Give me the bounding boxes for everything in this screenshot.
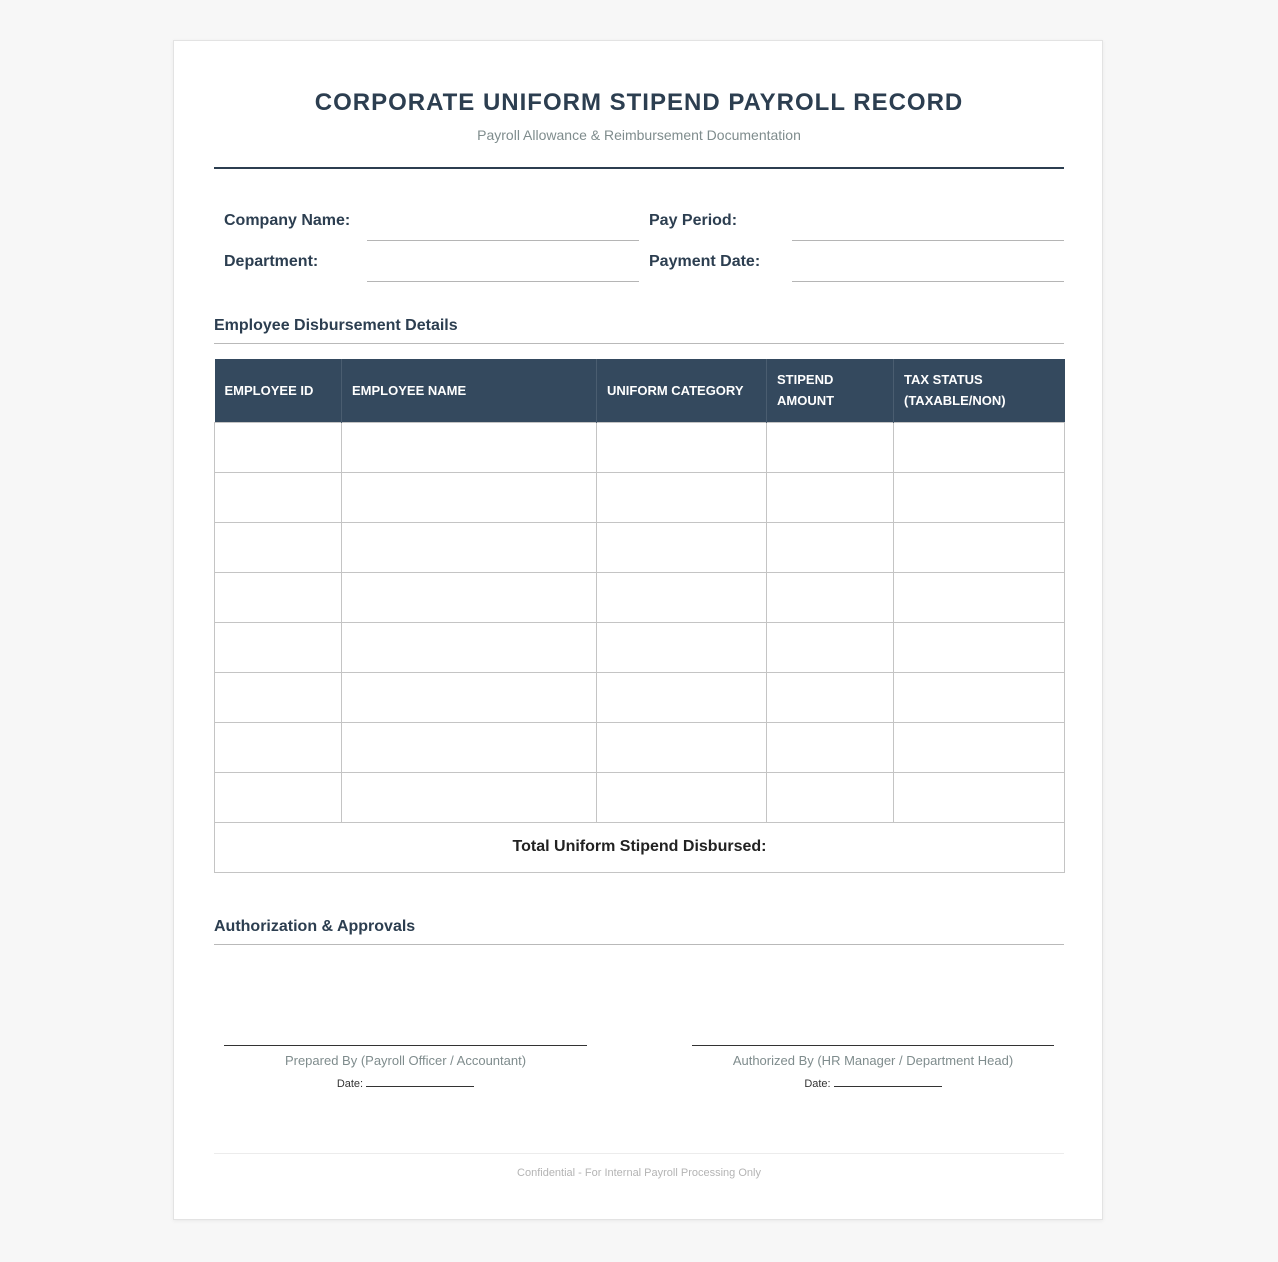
table-cell[interactable] xyxy=(767,472,894,522)
table-cell[interactable] xyxy=(894,472,1065,522)
company-name-label: Company Name: xyxy=(224,212,351,229)
table-cell[interactable] xyxy=(597,622,767,672)
table-cell[interactable] xyxy=(215,672,342,722)
table-header-row xyxy=(215,359,1065,422)
table-cell[interactable] xyxy=(767,422,894,472)
authorized-by-date-label: Date: xyxy=(804,1078,831,1090)
prepared-by-date-field[interactable] xyxy=(366,1077,474,1087)
prepared-by-signature-line[interactable] xyxy=(224,1045,587,1046)
table-cell[interactable] xyxy=(342,672,597,722)
table-cell[interactable] xyxy=(767,622,894,672)
table-cell[interactable] xyxy=(215,522,342,572)
table-cell[interactable] xyxy=(215,622,342,672)
table-cell[interactable] xyxy=(597,472,767,522)
authorized-by-date-field[interactable] xyxy=(834,1077,942,1087)
table-cell[interactable] xyxy=(342,522,597,572)
column-header-stipend-amount: STIPEND AMOUNT xyxy=(767,359,894,422)
table-cell[interactable] xyxy=(597,572,767,622)
table-cell[interactable] xyxy=(597,772,767,822)
disbursement-section-title: Employee Disbursement Details xyxy=(214,317,1064,344)
table-cell[interactable] xyxy=(767,522,894,572)
table-cell[interactable] xyxy=(597,522,767,572)
table-cell[interactable] xyxy=(767,722,894,772)
table-cell[interactable] xyxy=(342,572,597,622)
department-label: Department: xyxy=(224,253,319,270)
table-cell[interactable] xyxy=(894,672,1065,722)
prepared-by-date-label: Date: xyxy=(336,1078,364,1090)
table-cell[interactable] xyxy=(894,422,1065,472)
column-header-employee-name: EMPLOYEE NAME xyxy=(342,359,597,422)
department-field[interactable] xyxy=(367,281,639,282)
prepared-by-date xyxy=(224,1077,587,1090)
total-row xyxy=(215,822,1065,872)
table-cell[interactable] xyxy=(894,522,1065,572)
column-header-employee-id: EMPLOYEE ID xyxy=(215,359,342,422)
table-cell[interactable] xyxy=(894,572,1065,622)
table-cell[interactable] xyxy=(215,722,342,772)
authorized-by-caption: Authorized By (HR Manager / Department Head) xyxy=(732,1053,1014,1068)
document-title: CORPORATE UNIFORM STIPEND PAYROLL RECORD xyxy=(314,89,964,116)
pay-period-field[interactable] xyxy=(792,240,1064,241)
company-name-field[interactable] xyxy=(367,240,639,241)
table-cell[interactable] xyxy=(215,772,342,822)
table-cell[interactable] xyxy=(215,472,342,522)
authorized-by-signature-line[interactable] xyxy=(692,1045,1054,1046)
table-cell[interactable] xyxy=(597,672,767,722)
table-cell[interactable] xyxy=(597,422,767,472)
table-cell[interactable] xyxy=(342,622,597,672)
table-row xyxy=(215,472,1065,522)
table-row xyxy=(215,422,1065,472)
table-cell[interactable] xyxy=(597,722,767,772)
table-row xyxy=(215,572,1065,622)
prepared-by-caption: Prepared By (Payroll Officer / Accountant) xyxy=(284,1053,527,1068)
footer-divider xyxy=(214,1153,1064,1154)
table-cell[interactable] xyxy=(342,422,597,472)
table-cell[interactable] xyxy=(767,672,894,722)
table-cell[interactable] xyxy=(767,772,894,822)
table-cell[interactable] xyxy=(894,622,1065,672)
document-subtitle: Payroll Allowance & Reimbursement Documentation xyxy=(477,127,801,143)
column-header-tax-status: TAX STATUS (TAXABLE/NON) xyxy=(894,359,1065,422)
table-row xyxy=(215,722,1065,772)
table-cell[interactable] xyxy=(215,572,342,622)
pay-period-label: Pay Period: xyxy=(649,212,738,229)
payment-date-label: Payment Date: xyxy=(649,253,761,270)
column-header-uniform-category: UNIFORM CATEGORY xyxy=(597,359,767,422)
payment-date-field[interactable] xyxy=(792,281,1064,282)
table-cell[interactable] xyxy=(215,422,342,472)
authorized-by-date xyxy=(692,1077,1054,1090)
table-cell[interactable] xyxy=(894,722,1065,772)
table-cell[interactable] xyxy=(342,722,597,772)
table-row xyxy=(215,772,1065,822)
table-row xyxy=(215,522,1065,572)
table-row xyxy=(215,672,1065,722)
total-stipend-label: Total Uniform Stipend Disbursed: xyxy=(215,822,1065,872)
table-cell[interactable] xyxy=(767,572,894,622)
title-divider xyxy=(214,167,1064,169)
table-cell[interactable] xyxy=(894,772,1065,822)
table-row xyxy=(215,622,1065,672)
disbursement-table xyxy=(214,359,1065,873)
footer-confidential-note: Confidential - For Internal Payroll Processing Only xyxy=(517,1167,761,1179)
document-page xyxy=(173,40,1103,1220)
table-cell[interactable] xyxy=(342,772,597,822)
authorization-section-title: Authorization & Approvals xyxy=(214,918,1064,945)
table-cell[interactable] xyxy=(342,472,597,522)
